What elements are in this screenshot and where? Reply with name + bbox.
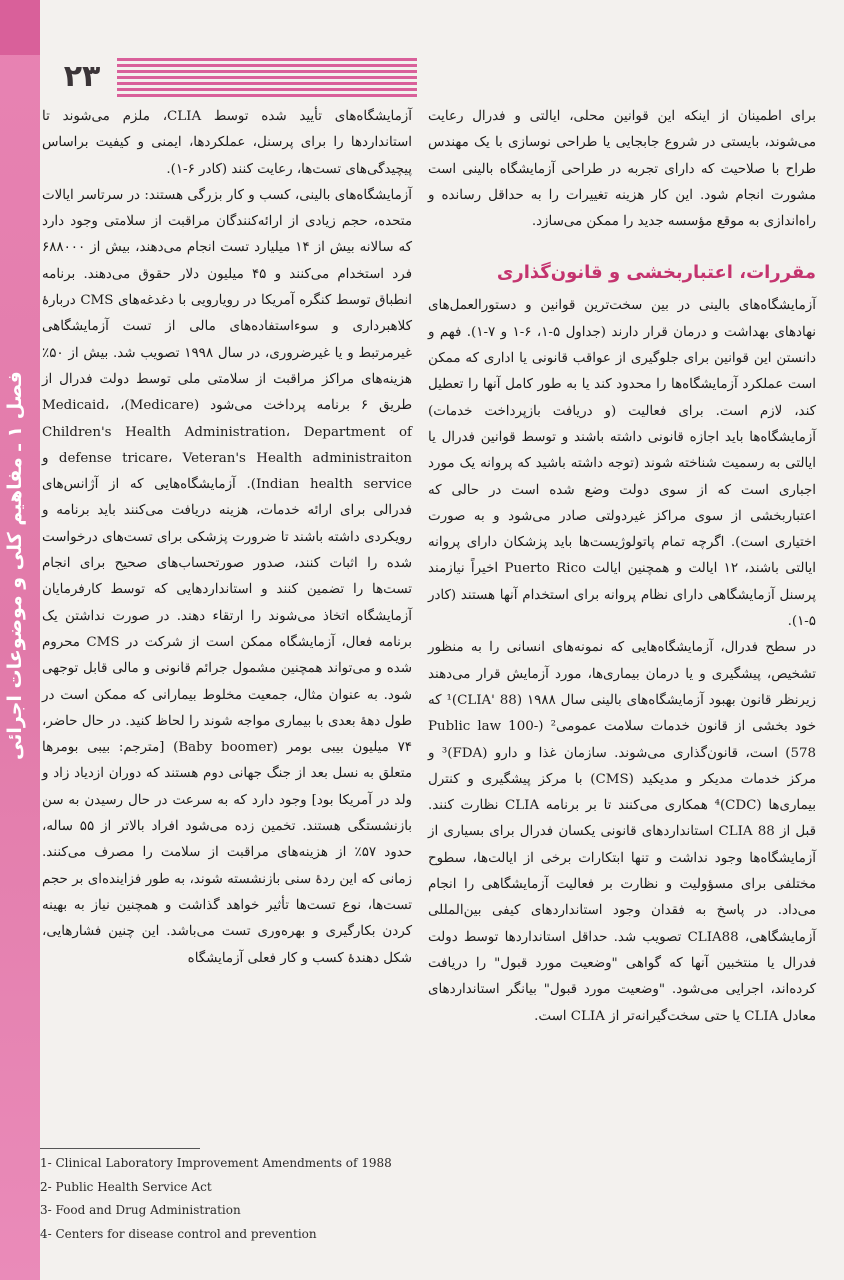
footnote-4: 4- Centers for disease control and prevention [40, 1226, 317, 1241]
page-number: ۲۳ [63, 59, 101, 94]
footnote-3: 3- Food and Drug Administration [40, 1203, 241, 1217]
business-paragraph: آزمایشگاه‌های بالینی، کسب و کار بزرگی هستند: در سرتاسر ایالات متحده، حجم زیادی از ارائه‌کنندگان مراقبت از سلامتی وجود دارد که سالانه بیش از ۱۴ میلیارد تست انجام می‌دهند، بیش از ۶۸۸۰۰۰ فرد استخدام می‌کنند و ۴۵ میلیون دلار حقوق می‌دهند. برنامه انطباق توسط کنگره آمریکا در رویارویی با دغدغه‌های CMS دربارهٔ کلاهبرداری و سوءاستفاده‌های مالی از تست آزمایشگاهی غیرمرتبط و یا غیرضروری، در سال ۱۹۹۸ تصویب شد. بیش از ۵۰٪ هزینه‌های مراکز مراقبت از سلامتی ملی توسط دولت فدرال از طریق ۶ برنامه پرداخت می‌شود (Medicare)، Medicaid، Children's Health Administration، Department of defense tricare، Veteran's Health administraiton و Indian health service). آزمایشگاه‌هایی که از آژانس‌های فدرالی برای ارائه خدمات، هزینه دریافت می‌کنند باید برنامه و رویکردی داشته باشند تا ضرورت پزشکی برای تست‌های درخواست شده را اثبات کنند، صدور صورتحساب‌های صحیح برای انجام تست‌ها را تضمین کنند و استانداردهایی که توسط کارفرمایان آزمایشگاه اتخاذ می‌شوند را ارتقاء دهند. در صورت نداشتن یک برنامه فعال، آزمایشگاه ممکن است از شرکت در CMS محروم شده و می‌تواند همچنین مشمول جرائم قانونی و مالی قابل توجهی شود. به عنوان مثال، جمعیت مخلوط بیمارانی که ممکن است در طول دههٔ بعدی با بیماری مواجه شوند را لحاظ کنید. در حال حاضر، ۷۴ میلیون بیبی بومر (Baby boomer) [مترجم: بیبی بومرها متعلق به نسل بعد از جنگ جهانی دوم هستند که دوران ازدیاد زاد و ولد در آمریکا بود] وجود دارد که به سرعت در حال رسیدن به سن بازنشستگی هستند. تخمین زده می‌شود افراد بالاتر از ۵۵ ساله، حدود ۵۷٪ از هزینه‌های مراقبت از سلامت را مصرف می‌کنند. زمانی که این ردهٔ سنی بازنشسته شوند، به طور فزاینده‌ای بر حجم تست‌ها، نوع تست‌ها تأثیر خواهد گذاشت و همچنین نیاز به بهینه کردن بکارگیری و بهره‌وری تست می‌باشد. این چنین فشارهایی، شکل دهندهٔ کسب و کار فعلی آزمایشگاه [42, 187, 413, 966]
header-stripes [117, 58, 417, 98]
right-column [428, 104, 816, 1030]
chapter-side-bar [0, 0, 40, 1280]
footnote-2: 2- Public Health Service Act [40, 1179, 212, 1194]
clia-paragraph: آزمایشگاه‌های تأیید شده توسط CLIA، ملزم می‌شوند تا استانداردها را برای پرسنل، عملکردها، ایمنی و کیفیت براساس پیچیدگی‌های تست‌ها، رعایت کنند (کادر ۶-۱). [42, 109, 412, 177]
side-bar-top-block [0, 0, 40, 55]
regulation-paragraph: آزمایشگاه‌های بالینی در بین سخت‌ترین قوانین و دستورالعمل‌های نهادهای بهداشت و درمان قرار دارند (جداول ۵-۱، ۶-۱ و ۷-۱). فهم و دانستن این قوانین برای جلوگیری از عواقب قانونی یا اداری که ممکن است عملکرد آزمایشگاه‌ها را محدود کند یا به طور کامل آنها را تعطیل کند، لازم است. برای فعالیت (و دریافت بازپرداخت خدمات) آزمایشگاه‌ها باید اجازه قانونی داشته باشند و توسط قوانین فدرال یا ایالتی به رسمیت شناخته شوند (توجه داشته باشید که پروانه یک مورد اجباری است که از سوی دولت وضع شده است در حالی که اعتباربخشی از سوی مراکز غیردولتی صادر می‌شود و به صورت اختیاری است). اگرچه تمام پاتولوژیست‌ها باید پزشکان دارای پروانه ایالتی باشند، ۱۲ ایالت و همچنین ایالت Puerto Rico اخیراً نیازمند پرسنل آزمایشگاهی دارای نظام پروانه برای استخدام آنها هستند (کادر ۵-۱). [428, 298, 816, 630]
footnote-1: 1- Clinical Laboratory Improvement Amendments of 1988 [40, 1156, 392, 1170]
federal-paragraph: در سطح فدرال، آزمایشگاه‌هایی که نمونه‌های انسانی را به منظور تشخیص، پیشگیری و یا درمان بیماری‌ها، مورد آزمایش قرار می‌دهند زیرنظر قانون بهبود آزمایشگاه‌های بالینی سال ۱۹۸۸ (CLIA' 88)¹ که خود بخشی از قانون خدمات سلامت عمومی² (Public law 100-578) است، قانون‌گذاری می‌شوند. سازمان غذا و دارو (FDA)³ و مرکز خدمات مدیکر و مدیکید (CMS) با مرکز پیشگیری و کنترل بیماری‌ها (CDC)⁴ همکاری می‌کنند تا بر برنامه CLIA نظارت کنند. قبل از CLIA 88 استانداردهای قانونی یکسان فدرال برای بسیاری از آزمایشگاه‌ها وجود نداشت و تنها ابتکارات برخی از ایالت‌ها، سطوح مختلفی برای مسؤولیت و نظارت بر فعالیت آزمایشگاهی را انجام می‌داد. در پاسخ به فقدان وجود استانداردهای کیفی بین‌المللی آزمایشگاهی، CLIA88 تصویب شد. حداقل استانداردها توسط دولت فدرال یا منتخبین آنها که گواهی "وضعیت مورد قبول" را دریافت کرده‌اند، اجرایی می‌شود. "وضعیت مورد قبول" بیانگر استانداردهای معادل CLIA یا حتی سخت‌گیرانه‌تر از CLIA است. [428, 640, 817, 1024]
intro-paragraph: برای اطمینان از اینکه این قوانین محلی، ایالتی و فدرال رعایت می‌شوند، بایستی در شروع جابجایی یا طراحی نوسازی با یک مهندس طراح با صلاحیت که دارای تجربه در طراحی آزمایشگاه بالینی است مشورت انجام شود. این کار هزینه تغییرات را به حداقل رسانده و راه‌اندازی به موقع مؤسسه جدید را ممکن می‌سازد. [428, 109, 816, 230]
footnotes [40, 1152, 420, 1246]
chapter-title: فصل ۱ ـ مفاهیم کلی و موضوعات اجرائی [4, 371, 26, 760]
left-column [42, 104, 412, 972]
section-heading: مقررات، اعتباربخشی و قانون‌گذاری [496, 262, 816, 284]
footnote-divider [40, 1148, 200, 1149]
